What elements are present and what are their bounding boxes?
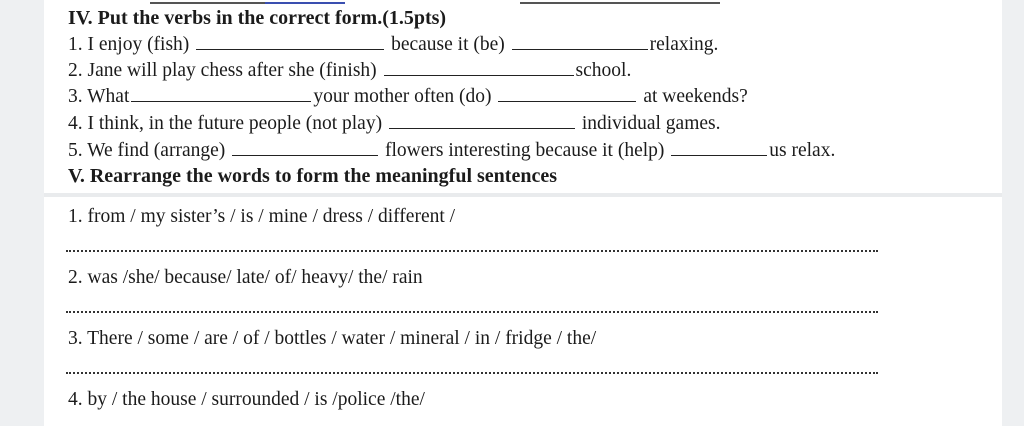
item-text: 5. We find (arrange) <box>68 140 226 161</box>
item-text: 3. What <box>68 86 130 107</box>
item-text: because it (be) <box>391 34 505 55</box>
exercise-item-4 <box>68 113 721 135</box>
item-text: at weekends? <box>643 86 748 107</box>
exercise-item-3 <box>68 86 748 108</box>
answer-dotted-line[interactable] <box>66 372 878 374</box>
rearrange-item-4: 4. by / the house / surrounded / is /police /the/ <box>68 389 425 410</box>
item-text: 2. Jane will play chess after she (finish) <box>68 60 377 81</box>
rearrange-item-3: 3. There / some / are / of / bottles / water / mineral / in / fridge / the/ <box>68 328 597 349</box>
item-text: relaxing. <box>649 34 719 55</box>
answer-blank[interactable] <box>384 61 574 76</box>
section-iv-title: IV. Put the verbs in the correct form.(1.5pts) <box>68 7 447 29</box>
answer-dotted-line[interactable] <box>66 311 878 313</box>
exercise-item-1 <box>68 34 718 56</box>
cropped-text-fragment <box>150 0 270 4</box>
exercise-item-2 <box>68 60 631 82</box>
answer-blank[interactable] <box>512 35 648 50</box>
item-text: 4. I think, in the future people (not play) <box>68 113 383 134</box>
section-divider <box>44 193 1002 197</box>
item-text: us relax. <box>769 140 836 161</box>
answer-blank[interactable] <box>389 114 575 129</box>
section-v-title: V. Rearrange the words to form the meaningful sentences <box>68 165 558 187</box>
answer-blank[interactable] <box>671 141 767 156</box>
item-text: your mother often (do) <box>313 86 492 107</box>
item-text: individual games. <box>581 113 721 134</box>
item-text: school. <box>575 60 632 81</box>
rearrange-item-2: 2. was /she/ because/ late/ of/ heavy/ the/ rain <box>68 267 423 288</box>
exercise-item-5 <box>68 140 835 162</box>
item-text: flowers interesting because it (help) <box>385 140 665 161</box>
answer-blank[interactable] <box>232 141 378 156</box>
answer-dotted-line[interactable] <box>66 250 878 252</box>
answer-blank[interactable] <box>131 87 311 102</box>
item-text: 1. I enjoy (fish) <box>68 34 190 55</box>
cropped-underline <box>265 0 345 4</box>
answer-blank[interactable] <box>196 35 384 50</box>
answer-blank[interactable] <box>498 87 636 102</box>
rearrange-item-1: 1. from / my sister’s / is / mine / dress / different / <box>68 206 456 227</box>
cropped-text-fragment <box>520 0 720 4</box>
